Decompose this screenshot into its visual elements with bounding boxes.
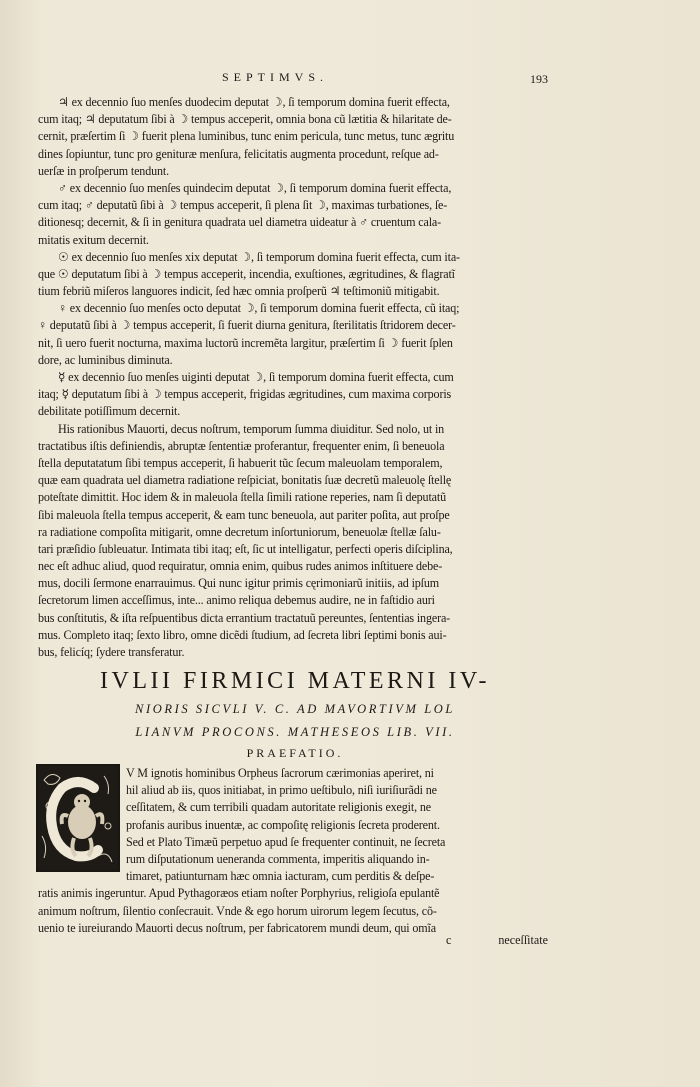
text-line: uenio te iureiurando Mauorti decus noſtrum, per fabricatorem mundi deum, qui omĩa [38,920,436,935]
text-line: ☉ ex decennio ſuo menſes xix deputat ☽, ſi temporum domina fuerit effecta, cum ita- [58,249,460,264]
text-line: cum itaq; ♂ deputatũ ſibi à ☽ tempus acceperit, ſi plena ſit ☽, maximas turbationes, ſe- [38,198,448,213]
text-line: mus, docili ſermone enarrauimus. Qui nunc igitur primis cęrimoniarũ initiis, ad ipſum [38,576,440,591]
text-line: ♀ deputatũ ſibi à ☽ tempus acceperit, ſi fuerit diurna genitura, ſterilitatis ſtridorem decer- [38,318,456,333]
text-line: ♂ ex decennio ſuo menſes quindecim deputat ☽, ſi temporum domina fuerit effecta, [58,180,452,195]
text-line: ☿ ex decennio ſuo menſes uiginti deputat ☽, ſi temporum domina fuerit effecta, cum [58,370,454,384]
text-line: cernit, præſertim ſi ☽ fuerit plena luminibus, tunc enim pericula, tunc metus, tunc ægritu [38,129,455,144]
text-line: ceſſitatem, & cum terribili quadam autoritate religionis exegit, ne [126,800,431,815]
running-title: SEPTIMVS. [221,70,328,84]
text-line: mus. Completo itaq; ſexto libro, omne dicẽdi ſtudium, ad ſecreta libri ſeptimi bonis aui- [38,627,447,642]
text-line: itaq; ☿ deputatum ſibi à ☽ tempus acceperit, frigidas ægritudines, cum maxima corporis [38,387,452,402]
text-line: que ☉ deputatum ſibi à ☽ tempus acceperit, incendia, exuſtiones, ægritudines, & flagratĩ [38,266,455,281]
text-line: ditionesq; decernit, & ſi in genitura quadrata uel diametra uideatur à ♂ cruentum cala- [38,215,442,230]
title-line-1: IVLII FIRMICI MATERNI IV- [100,668,490,694]
text-line: ſibi maleuola ſtella tempus acceperit, & eam tunc beneuola, aut pariter poſita, aut proſpe [38,507,450,522]
text-line: quæ eam quadrata uel diametra radiatione reſpiciat, bonitatis ſuæ decretũ maleuolę ſtellę [38,473,452,488]
page-number: 193 [530,72,548,86]
text-line: cum itaq; ♃ deputatum ſibi à ☽ tempus acceperit, omnia bona cũ lætitia & hilaritate de- [38,112,452,127]
text-line: V M ignotis hominibus Orpheus ſacrorum cærimonias aperiret, ni [126,766,434,780]
text-line: dines ſopiuntur, tunc pro genituræ menſura, felicitatis augmenta procedunt, reſque ad- [38,146,439,161]
text-line: ratis animis ingeruntur. Apud Pythagoræos etiam noſter Porphyrius, religioſa epulantẽ [38,886,440,901]
text-line: hil aliud ab iis, quos initiabat, in primo ueſtibulo, niſi iuriſiurãdi ne [126,783,437,798]
body-text [38,94,560,661]
title-line-2: NIORIS SICVLI V. C. AD MAVORTIVM LOL [135,702,455,716]
text-line: mitatis exitum decernit. [38,232,149,247]
catchword: neceſſitate [498,933,548,947]
text-line: tractatibus iſtis definiendis, abruptæ ſententiæ proferantur, frequenter enim, ſi beneuola [38,438,445,453]
text-line: tium febriũ miſeros languores indicit, ſed hæc omnia proſperũ ♃ teſtimoniũ mitigabit. [38,284,440,299]
text-line: nec eſt adhuc aliud, quod requiratur, omnia enim, quibus rudes animos inſtituere debe- [38,559,443,574]
text-line: tari præſidio ſubleuatur. Intimata tibi itaq; eſt, ſic ut intelligatur, perfecti operis diſciplina, [38,541,453,556]
text-line: His rationibus Mauorti, decus noſtrum, temporum ſumma diuiditur. Sed nolo, ut in [58,421,445,436]
title-line-3: LIANVM PROCONS. MATHESEOS LIB. VII. [135,725,455,739]
text-line: Sed et Plato Timæũ perpetuo apud ſe frequenter continuit, ne ſecreta [126,834,446,849]
text-line: debilitate potiſſimum decernit. [38,404,181,419]
text-line: nit, ſi uero fuerit nocturna, maxima luctorũ incremẽta largitur, præſertim ſi ☽ fuerit ſplen [38,335,453,350]
text-line: ra radiatione compoſita mitigarit, omne decretum inſortuniorum, beneuolæ ſtellæ ſalu- [38,524,441,539]
text-line: bus conſtitutis, & iſta reſpuentibus dicta errantium tractatuũ pereuntes, ſententias ingera- [38,610,451,625]
text-line: ſecretorum limen acceſſimus, inte... animo reliqua debemus audire, ne in faſtidio auri [38,593,435,608]
text-line: dore, ac luminibus diminuta. [38,352,173,367]
book-title [30,664,560,761]
text-line: rum diſputationum ueneranda commenta, imperitis aliquando in- [126,851,430,866]
text-line: timaret, patiunturnam hæc omnia iacturam, cum perditis & deſpe- [126,869,435,884]
text-line: animum noſtrum, ſilentio conſecrauit. Vnde & ego horum uirorum legem ſecutus, cõ- [38,903,437,918]
preface-text [38,765,560,937]
page-footer [38,933,548,950]
text-line: poteſtate dimittit. Hoc idem & in maleuola ſtella ſimili ratione reperies, nam ſi deputatũ [38,490,446,505]
text-line: ſtella deputatatum ſibi tempus acceperit, ſi habuerit tũc ſecum maleuolam temporalem, [38,455,443,470]
text-line: ♀ ex decennio ſuo menſes octo deputat ☽, ſi temporum domina fuerit effecta, cũ itaq; [58,301,460,316]
text-line: profanis auribus inuentæ, ac compoſitę religionis ſecreta proderent. [126,817,440,832]
signature-mark: c [446,933,452,947]
preface-heading: PRAEFATIO. [246,746,344,760]
text-line: ♃ ex decennio ſuo menſes duodecim deputat ☽, ſi temporum domina fuerit effecta, [58,95,450,109]
text-line: uerſæ in proſperum tendunt. [38,163,169,178]
text-line: bus, felicíq; ſydere transferatur. [38,645,185,659]
